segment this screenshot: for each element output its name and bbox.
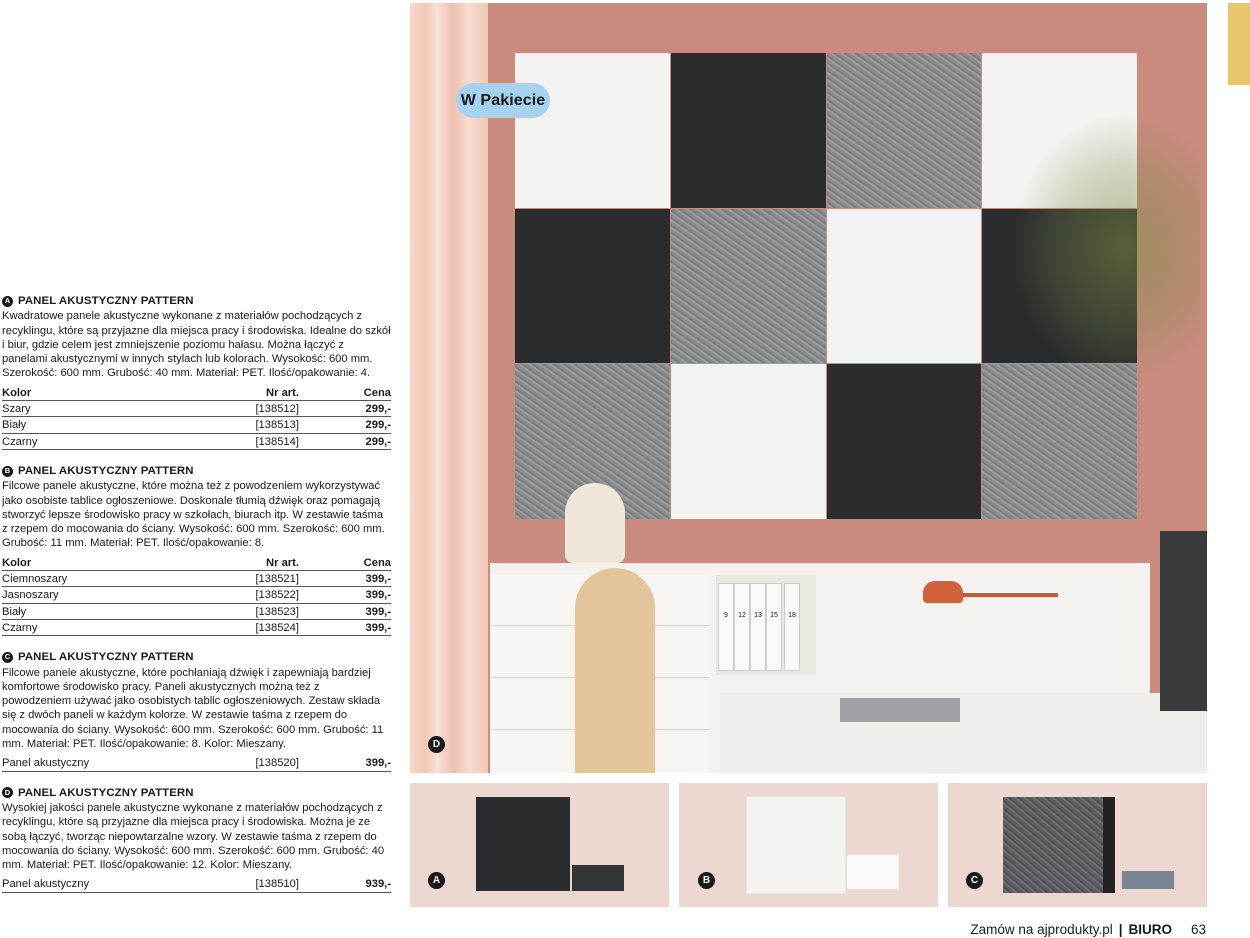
product-d-title [2,786,391,800]
thumb-label-a: A [428,872,445,889]
product-d-table [2,876,391,892]
thumb-label-c: C [966,872,983,889]
panel-tile [515,53,670,208]
table-row [2,876,391,892]
page-number: 63 [1191,922,1207,937]
row-price: 299,- [341,433,391,449]
product-b [2,464,391,636]
row-price: 399,- [341,619,391,635]
panel-tile [982,364,1137,519]
product-b-badge: B [2,466,13,477]
grey-panel [1003,797,1103,893]
product-d-title-text: PANEL AKUSTYCZNY PATTERN [18,786,194,799]
product-b-title [2,464,391,478]
row-price: 299,- [341,417,391,433]
thumb-panel-b [679,783,938,907]
product-d-badge: D [2,787,13,798]
table-row [2,619,391,635]
row-price: 399,- [341,587,391,603]
header-color: Kolor [2,555,179,571]
product-a-description: Kwadratowe panele akustyczne wykonane z materiałów pochodzących z recyklingu, które są przyjazne dla miejsca pracy i środowiska. Idealne do szkół i biur, gdzie celem jest zmniejszenie poziomu hałasu. Można łączyć z panelami akustycznymi w innych stylach lub kolorach. Wysokość: 600 mm. Szerokość: 600 mm. Grubość: 40 mm. Materiał: PET. Ilość/opakowanie: 4. [2,310,391,380]
product-c-title [2,650,391,664]
row-art: [138513] [179,417,341,433]
header-art: Nr art. [179,385,341,401]
table-row [2,401,391,417]
product-c-title-text: PANEL AKUSTYCZNY PATTERN [18,651,194,664]
office-photo [410,3,1207,773]
panel-tile [827,209,982,364]
row-art: [138514] [179,433,341,449]
row-price: 299,- [341,401,391,417]
product-a-title [2,294,391,308]
footer-separator: | [1118,922,1123,937]
binder: 18 [784,583,800,671]
footer [970,922,1172,937]
row-art: [138522] [179,587,341,603]
row-color: Jasnoszary [2,587,179,603]
product-d [2,786,391,893]
table-row [2,433,391,449]
product-c-description: Filcowe panele akustyczne, które pochłaniają dźwięk i zapewniają bardziej komfortowe środowisko pracy. Paneli akustycznych można też z powodzeniem używać jako osobistych tablic ogłoszeniowych. Zestaw składa się z dwóch paneli w każdym kolorze. W zestawie taśma z rzepem do mocowania do ściany. Wysokość: 600 mm. Szerokość: 600 mm. Grubość: 11 mm. Materiał: PET. Ilość/opakowanie: 8. Kolor: Mieszany. [2,666,384,751]
table-header [2,385,391,401]
package-tag: W Pakiecie [456,83,550,118]
desk-lamp [923,581,963,603]
row-art: [138512] [179,401,341,417]
row-art: [138523] [179,603,341,619]
black-panel-side [572,865,624,891]
black-panel [476,797,570,891]
row-color: Czarny [2,433,179,449]
desk [720,693,1207,773]
section-tab [1228,3,1250,85]
row-color: Ciemnoszary [2,571,179,587]
row-price: 399,- [341,755,391,771]
panel-tile [827,53,982,208]
table-row [2,417,391,433]
row-color: Biały [2,417,179,433]
product-b-description: Filcowe panele akustyczne, które można też z powodzeniem wykorzystywać jako osobiste tablice ogłoszeniowe. Doskonale tłumią dźwięk oraz pomagają stworzyć lepsze środowisko pracy w szkołach, biurach itp. W zestawie taśma z rzepem do mocowania do ściany. Wysokość: 600 mm. Szerokość: 600 mm. Grubość: 11 mm. Materiał: PET. Ilość/opakowanie: 8. [2,480,385,550]
product-a [2,294,391,450]
plant [1010,113,1200,383]
product-a-title-text: PANEL AKUSTYCZNY PATTERN [18,295,194,307]
header-price: Cena [341,555,391,571]
panel-edge [1103,797,1115,893]
binder: 13 [750,583,766,671]
row-price: 399,- [341,603,391,619]
row-name: Panel akustyczny [2,755,179,771]
white-panel-stack [847,855,899,889]
product-c [2,650,391,771]
table-row [2,755,391,771]
product-a-badge: A [2,296,13,307]
laptop [840,698,960,722]
row-name: Panel akustyczny [2,876,179,892]
grey-panel-stack [1122,871,1174,889]
product-b-title-text: PANEL AKUSTYCZNY PATTERN [18,464,194,477]
row-price: 939,- [341,876,391,892]
binder: 9 [718,583,734,671]
row-price: 399,- [341,571,391,587]
footer-section: BIURO [1128,922,1172,937]
header-price: Cena [341,385,391,401]
row-art: [138520] [179,755,341,771]
footer-site-link[interactable]: Zamów na ajprodukty.pl [970,922,1113,937]
row-art: [138510] [179,876,341,892]
panel-tile [515,209,670,364]
product-c-badge: C [2,652,13,663]
thumb-panel-a [410,783,669,907]
binder: 12 [734,583,750,671]
panel-tile [671,364,826,519]
white-panel [747,797,845,893]
product-column [2,294,391,907]
panel-tile [671,209,826,364]
panel-tile [671,53,826,208]
row-art: [138521] [179,571,341,587]
vase [565,483,625,563]
row-color: Szary [2,401,179,417]
product-d-description: Wysokiej jakości panele akustyczne wykonane z materiałów pochodzących z recyklingu, które są przyjazne dla miejsca pracy i środowiska. Można je ze sobą łączyć, tworząc niepowtarzalne wzory. W zestawie taśma z rzepem do mocowania do ściany. Wysokość: 600 mm. Szerokość: 600 mm. Grubość: 40 mm. Materiał: PET. Ilość/opakowanie: 12. Kolor: Mieszany. [2,801,385,872]
table-row [2,571,391,587]
product-b-table [2,555,391,636]
chair [575,568,655,773]
thumb-label-b: B [698,872,715,889]
row-color: Biały [2,603,179,619]
curtain [410,3,488,773]
row-color: Czarny [2,619,179,635]
monitor [1160,531,1207,711]
row-art: [138524] [179,619,341,635]
product-a-table [2,385,391,450]
photo-label-d: D [428,736,445,753]
product-c-table [2,755,391,771]
thumb-panel-c [948,783,1207,907]
binder: 15 [766,583,782,671]
table-row [2,587,391,603]
panel-tile [827,364,982,519]
table-header [2,555,391,571]
header-art: Nr art. [179,555,341,571]
table-row [2,603,391,619]
header-color: Kolor [2,385,179,401]
